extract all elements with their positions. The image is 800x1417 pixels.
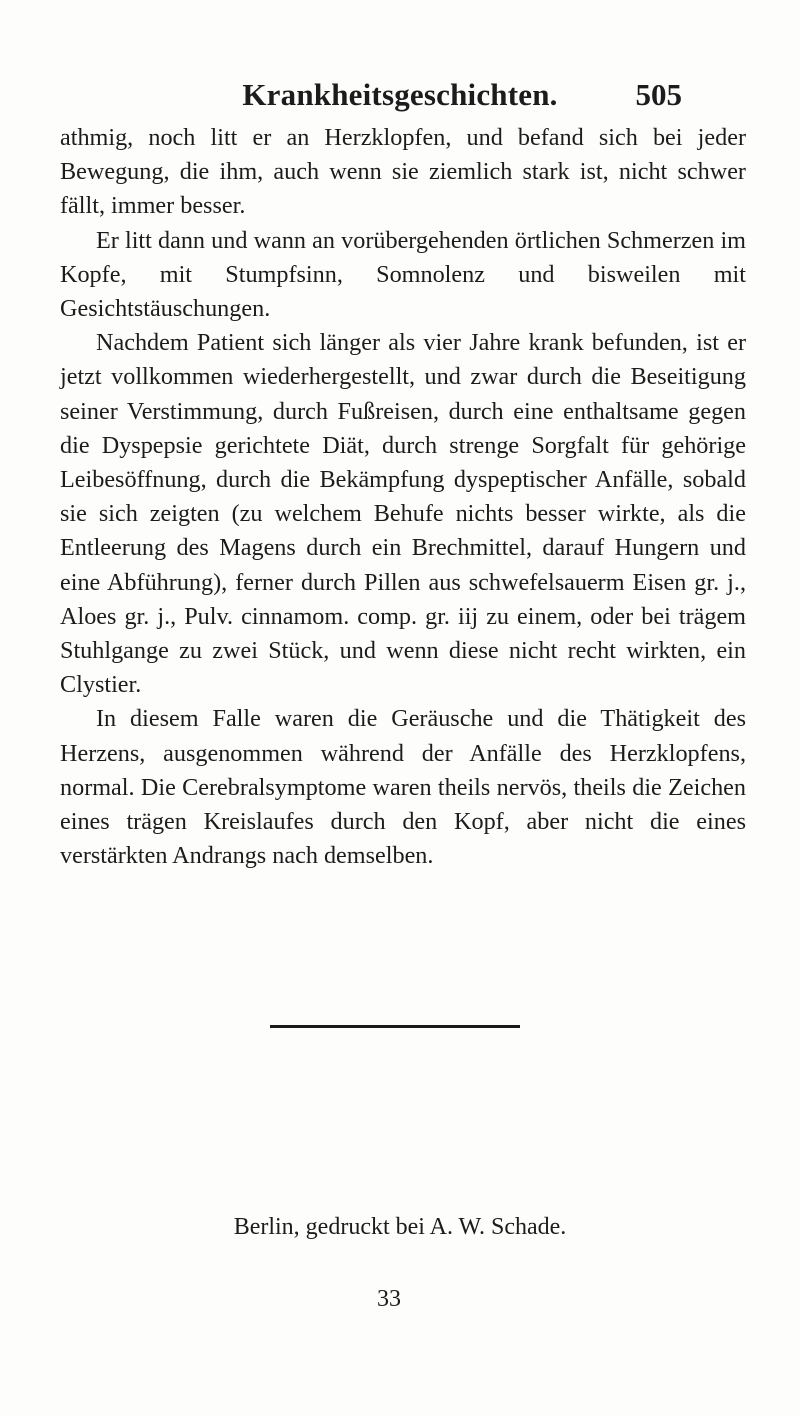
- page-number: 505: [635, 77, 682, 112]
- paragraph: Er litt dann und wann an vorübergehenden örtlichen Schmerzen im Kopfe, mit Stumpfsinn, Somnolenz und bisweilen mit Gesichtstäuschungen.: [60, 226, 746, 323]
- sheet-signature: 33: [377, 1286, 401, 1312]
- end-rule: [270, 1025, 520, 1028]
- paragraph: Nachdem Patient sich länger als vier Jahre krank befunden, ist er jetzt vollkommen wiederhergestellt, und zwar durch die Beseitigung seiner Verstimmung, durch Fußreisen, durch eine enthaltsame gegen die Dyspepsie gerichtete Diät, durch strenge Sorgfalt für gehörige Leibesöffnung, durch die Bekämpfung dyspeptischer Anfälle, sobald sie sich zeigten (zu welchem Behufe nichts besser wirkte, als die Entleerung des Magens durch ein Brechmittel, darauf Hungern und eine Abführung), ferner durch Pillen aus schwefelsauerm Eisen gr. j., Aloes gr. j., Pulv. cinnamom. comp. gr. iij zu einem, oder bei trägem Stuhlgange zu zwei Stück, und wenn diese nicht recht wirkten, ein Clystier.: [60, 329, 746, 699]
- paragraph: In diesem Falle waren die Geräusche und die Thätigkeit des Herzens, ausgenommen während der Anfälle des Herzklopfens, normal. Die Cerebralsymptome waren theils nervös, theils die Zeichen eines trägen Kreislaufes durch den Kopf, aber nicht die eines verstärkten Andrangs nach demselben.: [60, 705, 746, 870]
- running-title: Krankheitsgeschichten.: [242, 77, 558, 112]
- running-head: [0, 72, 800, 118]
- body-text: [60, 121, 746, 873]
- paragraph-continuation: athmig, noch litt er an Herzklopfen, und befand sich bei jeder Bewegung, die ihm, auch wenn sie ziemlich stark ist, nicht schwer fällt, immer besser.: [60, 124, 746, 220]
- printer-imprint: Berlin, gedruckt bei A. W. Schade.: [233, 1214, 567, 1240]
